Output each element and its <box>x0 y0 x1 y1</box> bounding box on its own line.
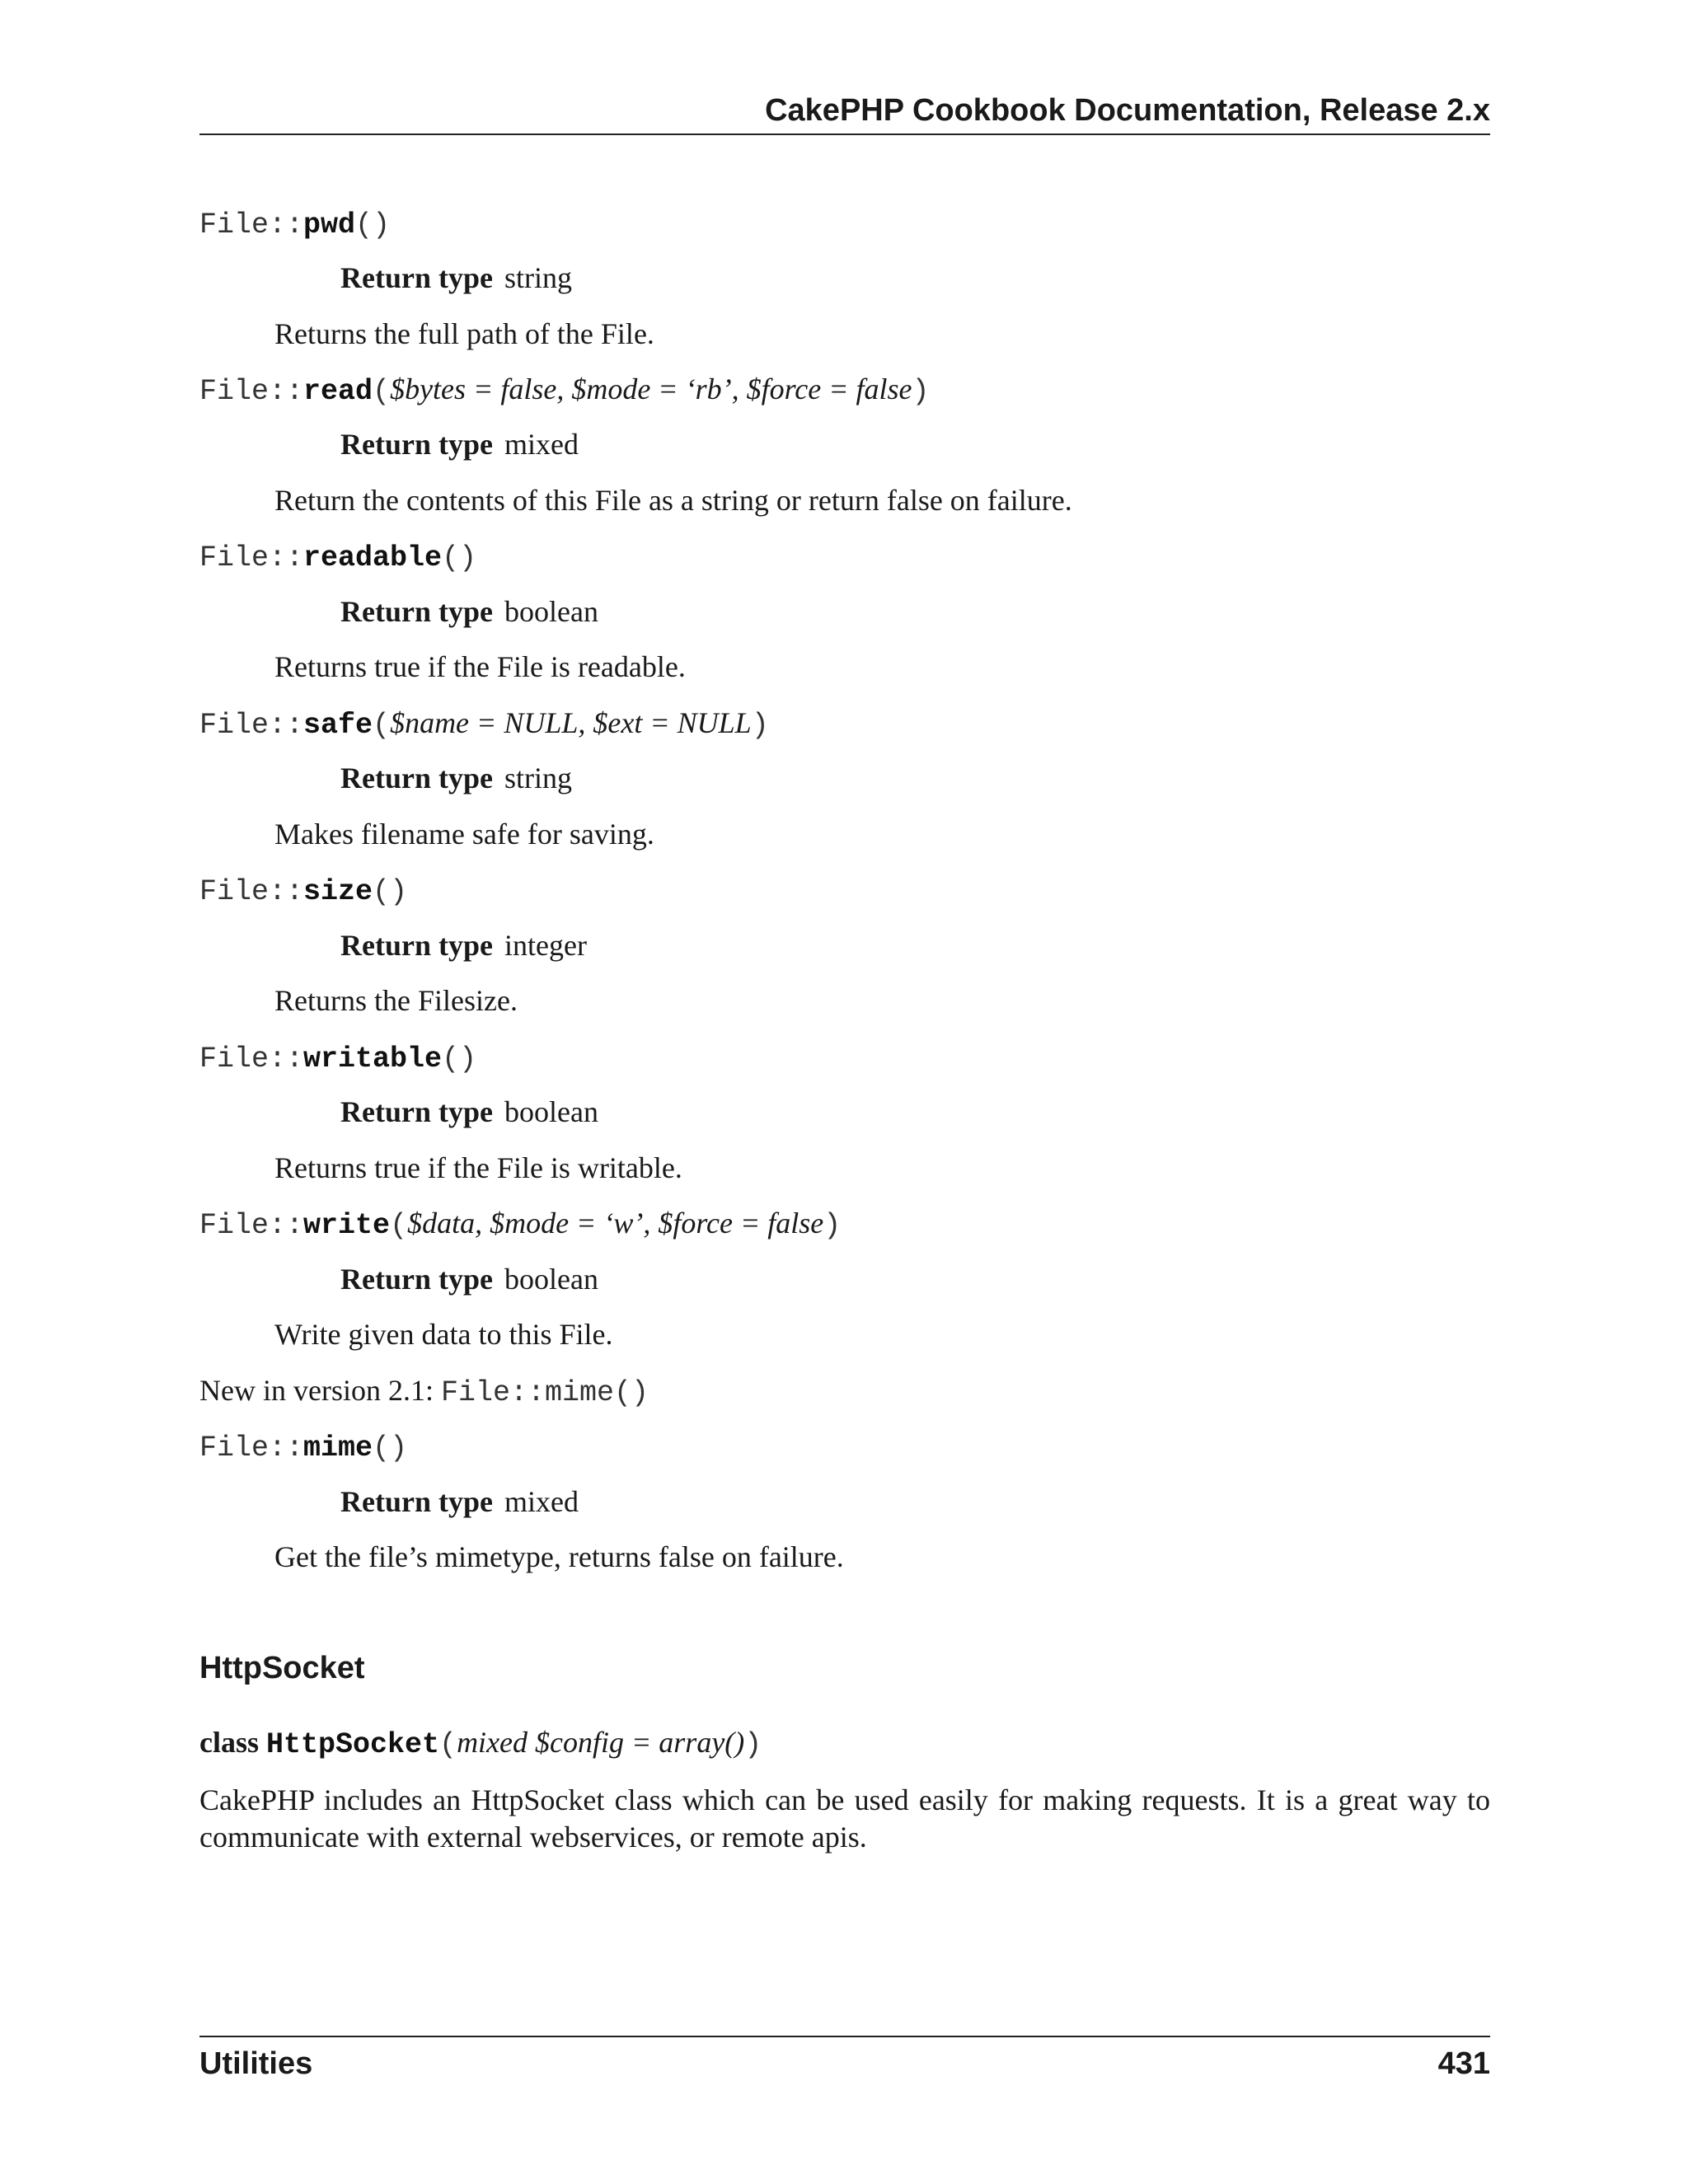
method-name: writable <box>303 1043 443 1076</box>
class-params: mixed $config = array() <box>457 1726 745 1759</box>
close-paren: ) <box>912 375 930 408</box>
version-note <box>199 1372 649 1411</box>
class-prefix: File:: <box>199 875 304 908</box>
open-paren: ( <box>355 209 373 241</box>
method-signature-read <box>199 371 930 410</box>
return-type-value: mixed <box>504 1485 579 1518</box>
method-signature-writable <box>199 1038 476 1077</box>
running-footer <box>199 2044 1490 2083</box>
close-paren: ) <box>373 209 391 241</box>
method-signature-size <box>199 871 407 910</box>
method-description: Get the file’s mimetype, returns false on failure. <box>274 1540 844 1573</box>
return-type-field <box>340 260 572 296</box>
method-description: Returns the Filesize. <box>274 984 518 1017</box>
method-name: safe <box>303 709 373 742</box>
page-number: 431 <box>1437 2046 1490 2081</box>
class-prefix: File:: <box>199 375 304 408</box>
class-prefix: File:: <box>199 209 304 241</box>
class-keyword: class <box>199 1726 259 1759</box>
return-type-label: Return type <box>340 428 493 461</box>
return-type-label: Return type <box>340 1485 493 1518</box>
return-type-label: Return type <box>340 929 493 962</box>
return-type-field <box>340 760 572 796</box>
method-params: $bytes = false, $mode = ‘rb’, $force = false <box>390 373 912 405</box>
close-paren: ) <box>390 1432 408 1465</box>
footer-rule <box>199 2036 1490 2037</box>
return-type-value: integer <box>504 929 587 962</box>
return-type-label: Return type <box>340 1095 493 1128</box>
return-type-field <box>340 593 598 630</box>
return-type-label: Return type <box>340 1263 493 1296</box>
method-signature-readable <box>199 537 476 576</box>
section-heading: HttpSocket <box>199 1651 365 1685</box>
open-paren: ( <box>373 1432 391 1465</box>
running-header: CakePHP Cookbook Documentation, Release 2.x <box>765 93 1490 128</box>
method-name: readable <box>303 541 443 574</box>
return-type-field <box>340 1094 598 1130</box>
class-prefix: File:: <box>199 1043 304 1076</box>
return-type-label: Return type <box>340 595 493 628</box>
class-name: HttpSocket <box>266 1728 440 1761</box>
method-name: write <box>303 1209 391 1242</box>
method-params: $data, $mode = ‘w’, $force = false <box>407 1207 824 1240</box>
open-paren: ( <box>442 1043 460 1076</box>
return-type-field <box>340 1483 579 1520</box>
return-type-field <box>340 1261 598 1297</box>
method-description: Write given data to this File. <box>274 1318 613 1351</box>
method-signature-write <box>199 1205 841 1244</box>
return-type-field <box>340 927 587 963</box>
return-type-value: boolean <box>504 595 598 628</box>
return-type-label: Return type <box>340 762 493 794</box>
open-paren: ( <box>373 375 391 408</box>
close-paren: ) <box>744 1728 762 1761</box>
close-paren: ) <box>823 1209 842 1242</box>
method-signature-pwd <box>199 204 390 243</box>
method-name: read <box>303 375 373 408</box>
return-type-value: boolean <box>504 1095 598 1128</box>
open-paren: ( <box>442 541 460 574</box>
class-prefix: File:: <box>199 1209 304 1242</box>
close-paren: ) <box>751 709 769 742</box>
return-type-value: string <box>504 261 572 294</box>
open-paren: ( <box>373 875 391 908</box>
method-description: Returns true if the File is readable. <box>274 650 686 683</box>
method-params: $name = NULL, $ext = NULL <box>390 706 752 739</box>
method-name: size <box>303 875 373 908</box>
method-name: mime <box>303 1432 373 1465</box>
class-prefix: File:: <box>199 541 304 574</box>
method-signature-mime <box>199 1427 407 1466</box>
open-paren: ( <box>390 1209 408 1242</box>
header-rule <box>199 134 1490 135</box>
method-name: pwd <box>303 209 356 241</box>
return-type-value: boolean <box>504 1263 598 1296</box>
class-prefix: File:: <box>199 709 304 742</box>
close-paren: ) <box>459 1043 477 1076</box>
close-paren: ) <box>459 541 477 574</box>
method-description: Makes filename safe for saving. <box>274 818 654 851</box>
footer-section-title: Utilities <box>199 2046 313 2081</box>
version-note-code: File::mime() <box>440 1376 649 1409</box>
method-description: Return the contents of this File as a string or return false on failure. <box>274 484 1072 517</box>
method-description: Returns the full path of the File. <box>274 317 654 350</box>
return-type-value: mixed <box>504 428 579 461</box>
class-signature <box>199 1724 762 1763</box>
return-type-label: Return type <box>340 261 493 294</box>
class-prefix: File:: <box>199 1432 304 1465</box>
method-signature-safe <box>199 705 769 743</box>
return-type-field <box>340 426 579 462</box>
open-paren: ( <box>439 1728 457 1761</box>
open-paren: ( <box>373 709 391 742</box>
method-description: Returns true if the File is writable. <box>274 1151 682 1184</box>
close-paren: ) <box>390 875 408 908</box>
version-note-text: New in version 2.1: <box>199 1374 441 1407</box>
section-paragraph: CakePHP includes an HttpSocket class which can be used easily for making requests. It is a great way to communicate with external webservices, or remote apis. <box>199 1783 1490 1854</box>
return-type-value: string <box>504 762 572 794</box>
